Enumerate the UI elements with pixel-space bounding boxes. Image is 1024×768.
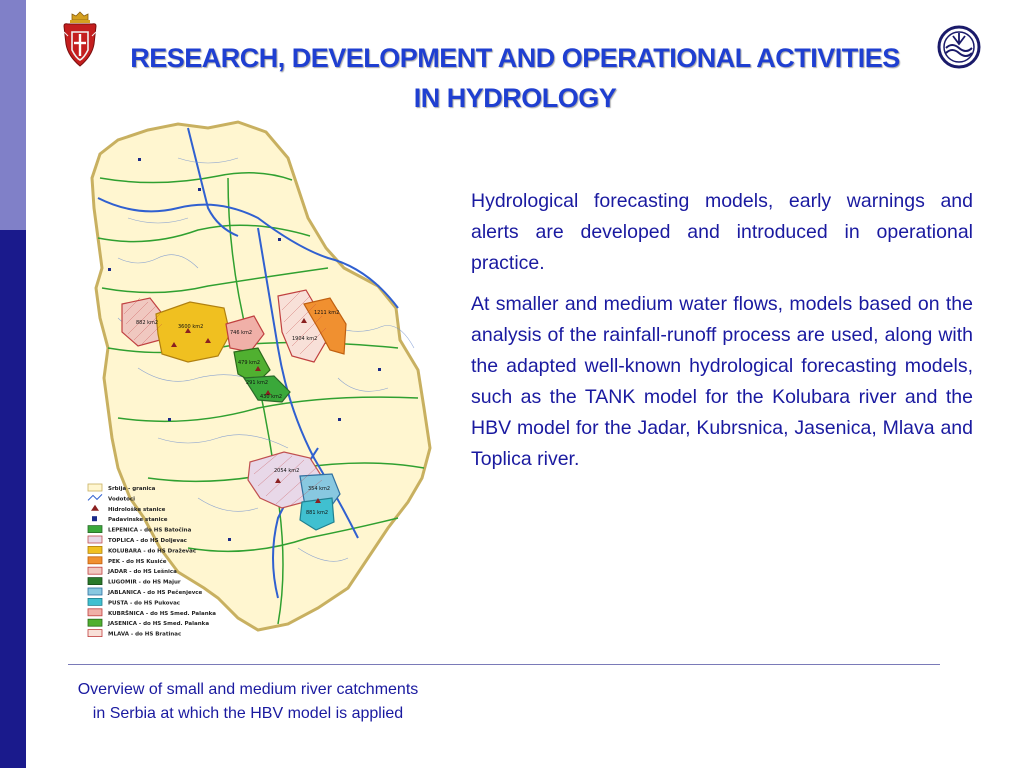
legend-label: MLAVA - do HS Bratinac [108,631,182,638]
legend-label: Padavinske stanice [108,517,168,524]
area-label-kolubara: 3600 km2 [178,324,204,330]
legend-swatch [88,578,102,585]
area-label-jadar: 882 km2 [136,320,159,326]
area-label-toplica: 2054 km2 [274,468,300,474]
catchment-map [78,118,438,640]
legend-swatch [88,567,102,574]
legend-swatch [88,630,102,637]
legend-label: Srbija - granica [108,486,156,492]
paragraph-1: Hydrological forecasting models, early warnings and alerts are developed and introduced in operational practice. [471,190,973,274]
area-label-pek: 1211 km2 [314,310,340,316]
legend-label: Vodotoci [108,496,136,503]
area-label-mlava: 1904 km2 [292,336,318,342]
legend-swatch [88,598,102,605]
legend-label: JASENICA - do HS Smed. Palanka [108,621,210,628]
legend-swatch [92,516,97,521]
area-label-kubrsnica: 746 km2 [230,330,253,336]
institution-logo-icon [936,24,982,70]
legend-label: JADAR - do HS Lešnica [108,569,177,576]
area-label-lugomir: 291 km2 [246,380,269,386]
title-line-2: IN HYDROLOGY [413,83,617,113]
side-bar-dark [0,230,26,768]
area-label-jasenica: 479 km2 [238,360,261,366]
legend-label: TOPLICA - do HS Doljevac [108,538,187,544]
area-label-jablanica: 354 km2 [308,486,331,492]
legend-swatch [88,619,102,626]
legend-label: KOLUBARA - do HS Draževac [108,548,197,555]
legend-swatch [88,526,102,533]
legend-label: LUGOMIR - do HS Majur [108,579,181,586]
legend-label: PEK - do HS Kusiće [108,558,167,565]
legend-swatch [91,505,99,511]
legend-swatch [88,609,102,616]
area-label-lepenica: 430 km2 [260,394,283,400]
page-title [100,38,930,118]
serbian-coat-of-arms-icon [62,10,98,70]
legend-swatch [88,588,102,595]
legend-label: Hidrološke stanice [108,506,166,513]
title-line-1: RESEARCH, DEVELOPMENT AND OPERATIONAL ACTIVITIES [130,43,900,73]
legend-swatch [88,494,102,500]
legend-label: KUBRŠNICA - do HS Smed. Palanka [108,610,217,617]
side-bar-light [0,0,26,230]
body-text [471,186,973,485]
legend-label: PUSTA - do HS Pukovac [108,600,181,607]
legend-swatch [88,536,102,543]
catchment-kolubara [156,302,230,362]
legend-swatch [88,557,102,564]
legend-label: JABLANICA - do HS Pečenjevce [108,590,203,596]
divider [68,664,940,665]
legend-swatch [88,546,102,553]
legend-label: LEPENICA - do HS Batočina [108,527,192,534]
map-caption: Overview of small and medium river catchments in Serbia at which the HBV model is applied [77,681,419,722]
paragraph-2: At smaller and medium water flows, models based on the analysis of the rainfall-runoff process are used, along with the adapted well-known hydrological forecasting models, such as the TANK model for the Kolubara river and the HBV model for the Jadar, Kubrsnica, Jasenica, Mlava and Toplica river. [471,293,973,470]
legend-swatch [88,484,102,491]
area-label-pusta: 881 km2 [306,510,329,516]
